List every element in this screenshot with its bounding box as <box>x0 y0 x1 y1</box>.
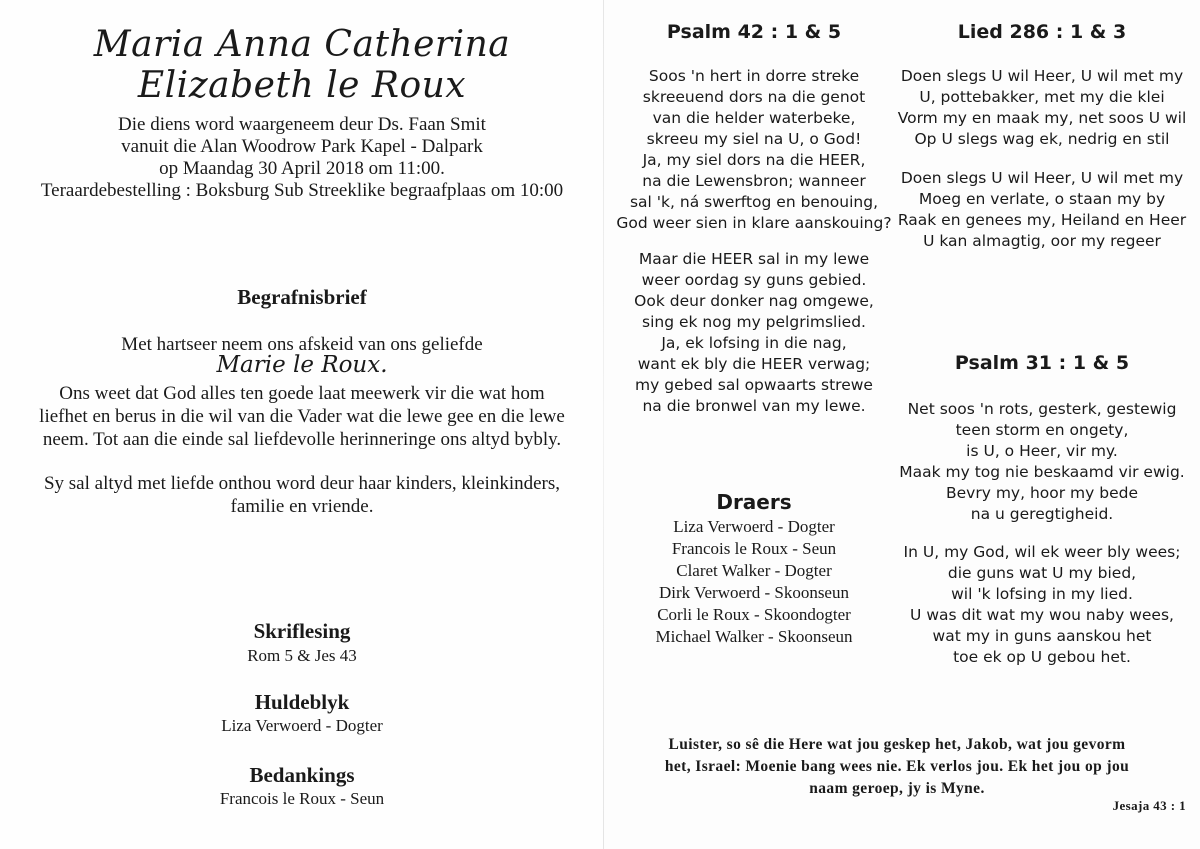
lied-286-heading: Lied 286 : 1 & 3 <box>957 21 1127 43</box>
bearer-name: Michael Walker - Skoonseun <box>655 627 853 646</box>
verse-line: teen storm en ongety, <box>955 421 1129 439</box>
quote-line: naam geroep, jy is Myne. <box>809 780 985 797</box>
service-line: op Maandag 30 April 2018 om 11:00. <box>159 158 445 179</box>
psalm-31-stanza-1 <box>894 399 1190 525</box>
verse-line: Maar die HEER sal in my lewe <box>638 250 870 268</box>
verse-line: Net soos 'n rots, gesterk, gestewig <box>907 400 1177 418</box>
section-value: Francois le Roux - Seun <box>219 789 385 808</box>
verse-line: Soos 'n hert in dorre streke <box>648 67 860 85</box>
verse-line: is U, o Heer, vir my. <box>966 442 1118 460</box>
bearer-name: Claret Walker - Dogter <box>676 561 832 580</box>
scripture-quote <box>604 734 1190 800</box>
verse-line: weer oordag sy guns gebied. <box>641 271 867 289</box>
verse-line: wil 'k lofsing in my lied. <box>951 585 1133 603</box>
quote-line: het, Israel: Moenie bang wees nie. Ek verlos jou. Ek het jou op jou <box>664 758 1130 775</box>
verse-line: wat my in guns aanskou het <box>932 627 1152 645</box>
verse-line: U was dit wat my wou naby wees, <box>910 606 1174 624</box>
verse-line: Ja, ek lofsing in die nag, <box>661 334 847 352</box>
verse-line: U kan almagtig, oor my regeer <box>923 232 1161 250</box>
bearer-name: Liza Verwoerd - Dogter <box>673 517 835 536</box>
letter-close-line: familie en vriende. <box>230 496 374 517</box>
section-heading: Skriflesing <box>253 619 351 643</box>
verse-line: skreeuend dors na die genot <box>642 88 866 106</box>
letter-name: Marie le Roux. <box>216 352 388 378</box>
verse-line: Ook deur donker nag omgewe, <box>634 292 874 310</box>
service-line: Teraardebestelling : Boksburg Sub Streeklike begraafplaas om 10:00 <box>40 180 564 201</box>
bearer-name: Dirk Verwoerd - Skoonseun <box>659 583 849 602</box>
verse-line: Maak my tog nie beskaamd vir ewig. <box>899 463 1185 481</box>
verse-line: sal 'k, ná swerftog en benouing, <box>629 193 878 211</box>
verse-line: Moeg en verlate, o staan my by <box>918 190 1166 208</box>
lied-286-stanza-1 <box>894 66 1190 150</box>
psalm-31-heading: Psalm 31 : 1 & 5 <box>954 352 1130 374</box>
psalm-42-stanza-2 <box>604 249 904 417</box>
psalm-31-stanza-2 <box>894 542 1190 668</box>
verse-line: Bevry my, hoor my bede <box>946 484 1138 502</box>
verse-line: skreeu my siel na U, o God! <box>646 130 862 148</box>
section-value: Liza Verwoerd - Dogter <box>221 716 383 735</box>
service-line: Die diens word waargeneem deur Ds. Faan Smit <box>118 114 486 135</box>
verse-line: toe ek op U gebou het. <box>953 648 1131 666</box>
psalm-42-stanza-1 <box>604 66 904 234</box>
verse-line: na die Lewensbron; wanneer <box>642 172 866 190</box>
letter-body-line: Ons weet dat God alles ten goede laat meewerk vir die wat hom <box>59 383 545 404</box>
verse-line: die guns wat U my bied, <box>947 564 1137 582</box>
letter-body-line: liefhet en berus in die wil van die Vader wat die lewe gee en die lewe <box>39 406 565 427</box>
section-value: Rom 5 & Jes 43 <box>247 646 357 665</box>
letter-body <box>0 382 604 451</box>
verse-line: God weer sien in klare aanskouing? <box>616 214 892 232</box>
verse-line: na die bronwel van my lewe. <box>642 397 866 415</box>
service-details <box>0 114 604 202</box>
verse-line: Ja, my siel dors na die HEER, <box>642 151 866 169</box>
quote-line: Luister, so sê die Here wat jou geskep het, Jakob, wat jou gevorm <box>668 736 1126 753</box>
section-heading: Huldeblyk <box>254 690 350 714</box>
letter-body-line: neem. Tot aan die einde sal liefdevolle herinneringe ons altyd bybly. <box>42 429 562 450</box>
psalm-42-heading: Psalm 42 : 1 & 5 <box>666 21 842 43</box>
service-line: vanuit die Alan Woodrow Park Kapel - Dalpark <box>121 136 483 157</box>
bearers-list <box>604 516 904 648</box>
bearer-name: Francois le Roux - Seun <box>671 539 837 558</box>
verse-line: U, pottebakker, met my die klei <box>919 88 1165 106</box>
letter-heading: Begrafnisbrief <box>237 285 367 309</box>
right-page <box>604 0 1200 849</box>
verse-line: Raak en genees my, Heiland en Heer <box>897 211 1187 229</box>
verse-line: In U, my God, wil ek weer bly wees; <box>903 543 1181 561</box>
bearer-name: Corli le Roux - Skoondogter <box>657 605 851 624</box>
verse-line: Doen slegs U wil Heer, U wil met my <box>900 67 1184 85</box>
letter-close-line: Sy sal altyd met liefde onthou word deur haar kinders, kleinkinders, <box>43 473 561 494</box>
deceased-name: Maria Anna Catherina Elizabeth le Roux <box>93 24 511 106</box>
verse-line: Doen slegs U wil Heer, U wil met my <box>900 169 1184 187</box>
verse-line: Vorm my en maak my, net soos U wil <box>897 109 1187 127</box>
scripture-reference: Jesaja 43 : 1 <box>1112 798 1186 813</box>
verse-line: my gebed sal opwaarts strewe <box>635 376 873 394</box>
bearers-heading: Draers <box>716 490 792 514</box>
section-heading: Bedankings <box>249 763 355 787</box>
verse-line: want ek bly die HEER verwag; <box>637 355 871 373</box>
lied-286-stanza-2 <box>894 168 1190 252</box>
verse-line: na u geregtigheid. <box>970 505 1114 523</box>
verse-line: Op U slegs wag ek, nedrig en stil <box>914 130 1170 148</box>
verse-line: sing ek nog my pelgrimslied. <box>642 313 866 331</box>
verse-line: van die helder waterbeke, <box>652 109 856 127</box>
letter-close <box>0 472 604 518</box>
letter-intro: Met hartseer neem ons afskeid van ons geliefde <box>121 334 483 355</box>
